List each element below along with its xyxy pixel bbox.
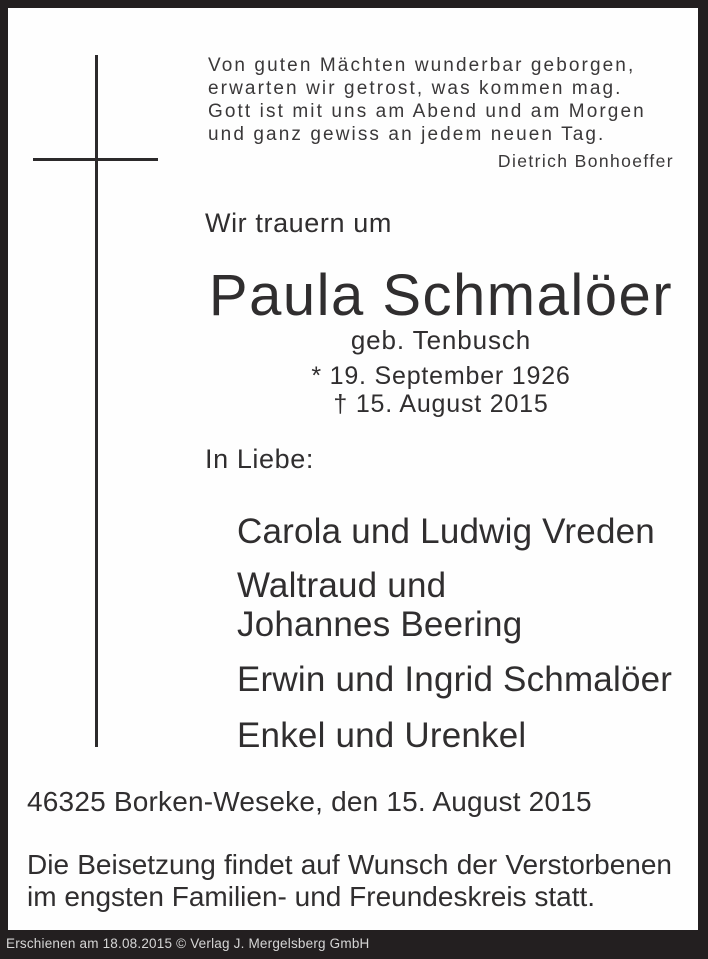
mourner-group bbox=[237, 512, 655, 551]
cross-horizontal-bar bbox=[33, 158, 158, 161]
life-dates bbox=[181, 362, 701, 418]
quote-line: erwarten wir getrost, was kommen mag. bbox=[208, 78, 623, 99]
death-date: † 15. August 2015 bbox=[333, 390, 549, 418]
mourners-heading: In Liebe: bbox=[205, 444, 314, 474]
place-and-date: 46325 Borken-Weseke, den 15. August 2015 bbox=[27, 786, 592, 817]
quote-line: Gott ist mit uns am Abend und am Morgen bbox=[208, 101, 646, 122]
mourner-line: Enkel und Urenkel bbox=[237, 716, 527, 755]
quote-attribution: Dietrich Bonhoeffer bbox=[497, 151, 674, 171]
publisher-footer: Erschienen am 18.08.2015 © Verlag J. Mergelsberg GmbH bbox=[6, 936, 370, 951]
mourner-group bbox=[237, 716, 526, 755]
quote-line: Von guten Mächten wunderbar geborgen, bbox=[208, 55, 636, 76]
maiden-name: geb. Tenbusch bbox=[350, 325, 532, 355]
memorial-quote bbox=[208, 54, 674, 172]
birth-date: * 19. September 1926 bbox=[311, 362, 571, 390]
funeral-notice bbox=[27, 849, 672, 912]
quote-line: und ganz gewiss an jedem neuen Tag. bbox=[208, 124, 606, 145]
mourner-group bbox=[237, 566, 522, 644]
mourner-line: Erwin und Ingrid Schmalöer bbox=[237, 660, 673, 699]
mourner-line: Waltraud und bbox=[237, 566, 447, 605]
mourner-line: Johannes Beering bbox=[237, 605, 523, 644]
obituary-card bbox=[8, 8, 698, 930]
notice-line: im engsten Familien- und Freundeskreis statt. bbox=[27, 881, 596, 912]
mourner-group bbox=[237, 660, 672, 699]
mourning-intro: Wir trauern um bbox=[205, 208, 392, 238]
mourner-line: Carola und Ludwig Vreden bbox=[237, 512, 655, 551]
deceased-name: Paula Schmalöer bbox=[208, 263, 674, 328]
notice-line: Die Beisetzung findet auf Wunsch der Verstorbenen bbox=[27, 849, 672, 880]
